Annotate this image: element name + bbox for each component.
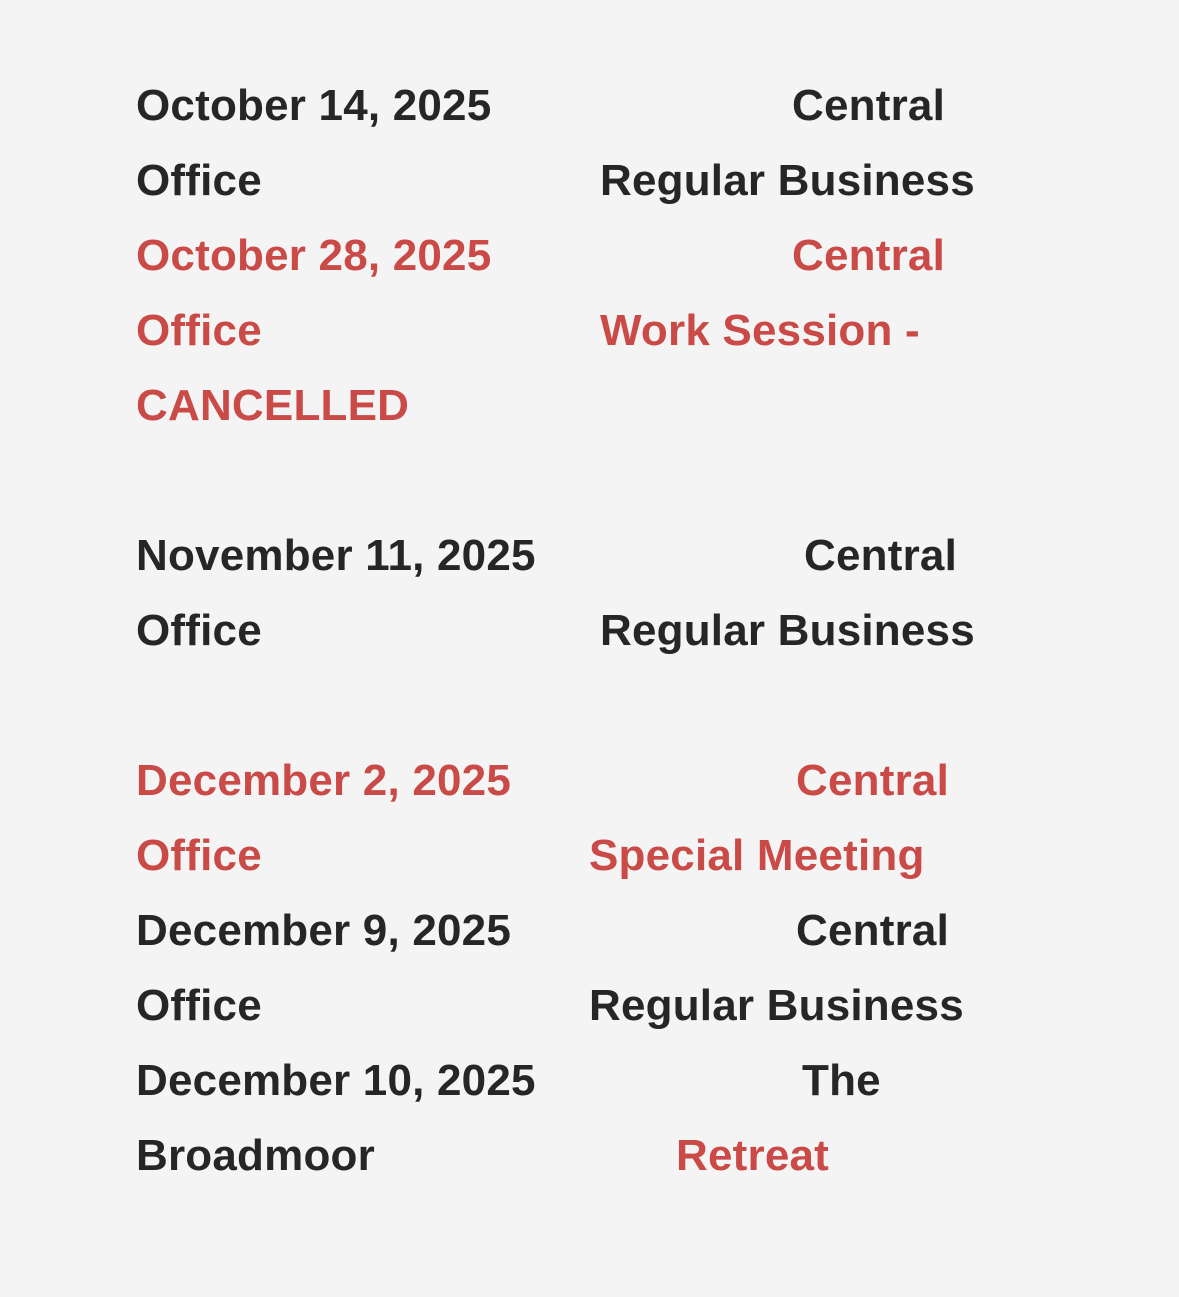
meeting-type: Regular Business (600, 606, 975, 655)
meeting-location-line1: The (802, 1056, 881, 1105)
meeting-location-line1: Central (796, 906, 949, 955)
meeting-status: CANCELLED (136, 381, 410, 430)
meeting-location-line2: Office (136, 981, 262, 1030)
meeting-date: December 10, 2025 (136, 1056, 536, 1105)
meeting-location-line2: Office (136, 306, 262, 355)
meeting-location-line2: Broadmoor (136, 1131, 375, 1180)
meeting-type: Work Session - (600, 306, 920, 355)
meeting-location-line1: Central (804, 531, 957, 580)
meeting-date: December 2, 2025 (136, 756, 512, 805)
meeting-location-line1: Central (796, 756, 949, 805)
meeting-type: Special Meeting (589, 831, 925, 880)
meeting-location-line1: Central (792, 231, 945, 280)
meeting-type: Regular Business (589, 981, 964, 1030)
meeting-location-line2: Office (136, 831, 262, 880)
meeting-date: October 14, 2025 (136, 81, 492, 130)
meeting-type: Regular Business (600, 156, 975, 205)
meeting-location-line2: Office (136, 606, 262, 655)
meeting-date: December 9, 2025 (136, 906, 512, 955)
meeting-location-line2: Office (136, 156, 262, 205)
meeting-date: October 28, 2025 (136, 231, 492, 280)
meeting-location-line1: Central (792, 81, 945, 130)
meeting-type: Retreat (676, 1131, 830, 1180)
meeting-date: November 11, 2025 (136, 531, 536, 580)
